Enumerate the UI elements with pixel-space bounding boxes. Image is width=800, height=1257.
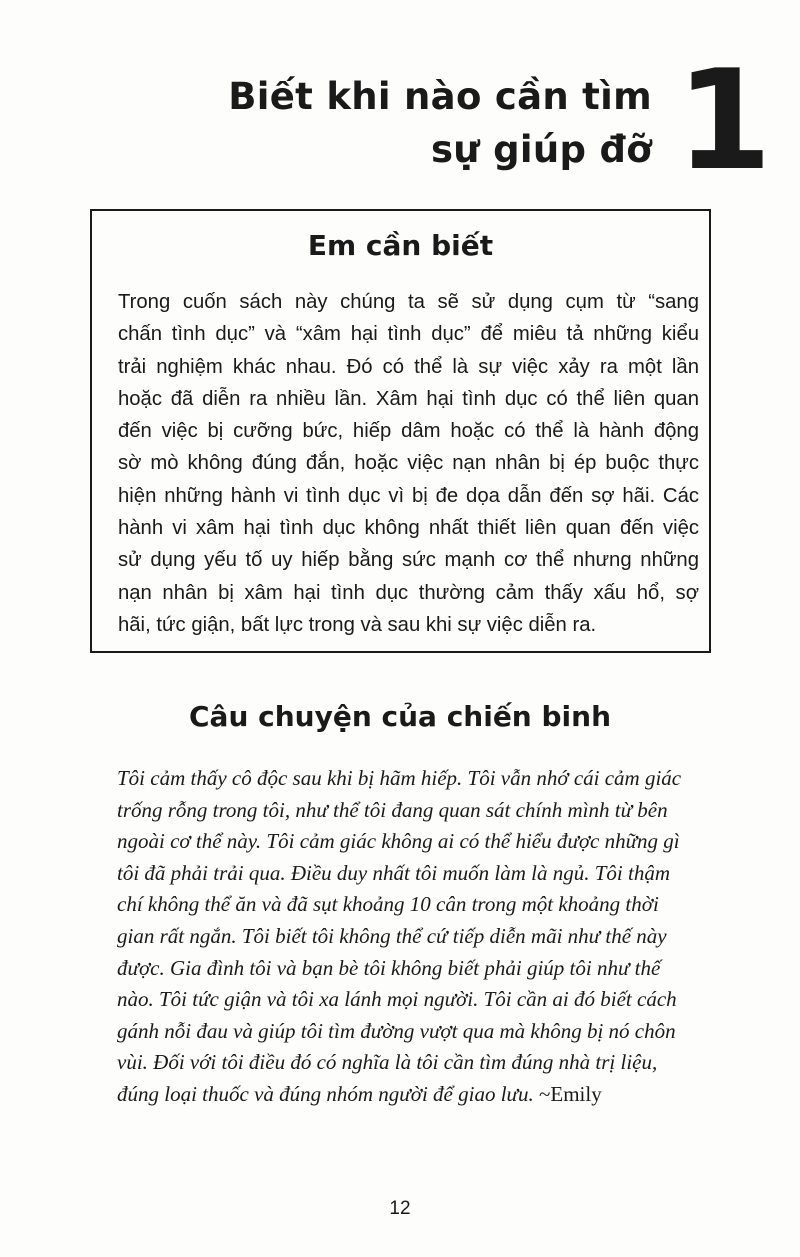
info-box-line: đến việc bị cưỡng bức, hiếp dâm hoặc có thể là hành động xyxy=(118,420,699,443)
story-text xyxy=(117,763,682,1111)
story-signature: ~Emily xyxy=(539,1081,602,1106)
story-line-text: đúng loại thuốc và đúng nhóm người để giao lưu. xyxy=(117,1081,534,1106)
story-line: Tôi cảm thấy cô độc sau khi bị hãm hiếp. Tôi vẫn nhớ cái cảm giác xyxy=(117,766,682,790)
info-box-line: hãi, tức giận, bất lực trong và sau khi sự việc diễn ra. xyxy=(118,613,597,636)
info-box-line: sử dụng yếu tố uy hiếp bằng sức mạnh cơ thể nhưng những xyxy=(118,549,699,572)
story-line: chí không thể ăn và đã sụt khoảng 10 cân trong một khoảng thời xyxy=(117,892,659,917)
section-title: Câu chuyện của chiến binh xyxy=(189,700,611,733)
story-line: vùi. Đối với tôi điều đó có nghĩa là tôi cần tìm đúng nhà trị liệu, xyxy=(117,1050,658,1075)
info-box-line: sờ mò không đúng đắn, hoặc việc nạn nhân bị ép buộc thực xyxy=(118,452,699,475)
info-box-line: hoặc đã diễn ra nhiều lần. Xâm hại tình dục có thể liên quan xyxy=(118,387,699,410)
story-line: được. Gia đình tôi và bạn bè tôi không biết phải giúp tôi như thế xyxy=(117,955,661,980)
info-box-body xyxy=(118,286,699,641)
story-line: trống rỗng trong tôi, như thể tôi đang quan sát chính mình từ bên xyxy=(117,797,668,822)
chapter-title xyxy=(92,70,652,176)
chapter-title-line: sự giúp đỡ xyxy=(430,128,652,171)
info-box-title: Em cần biết xyxy=(307,229,494,262)
info-box xyxy=(90,209,711,653)
info-box-line: hiện những hành vi tình dục vì bị đe dọa dẫn đến sợ hãi. Các xyxy=(118,484,699,507)
story-line: gian rất ngắn. Tôi biết tôi không thể cứ tiếp diễn mãi như thế này xyxy=(117,923,667,948)
info-box-line: nạn nhân bị xâm hại tình dục thường cảm thấy xấu hổ, sợ xyxy=(118,581,699,604)
story-line: tôi đã phải trải qua. Điều duy nhất tôi muốn làm là ngủ. Tôi thậm xyxy=(117,860,671,885)
chapter-title-line: Biết khi nào cần tìm xyxy=(228,75,652,118)
page-number: 12 xyxy=(389,1198,411,1219)
info-box-line: chấn tình dục” và “xâm hại tình dục” để miêu tả những kiểu xyxy=(118,323,699,346)
info-box-line: hành vi xâm hại tình dục không nhất thiết liên quan đến việc xyxy=(118,517,699,540)
story-line: gánh nỗi đau và giúp tôi tìm đường vượt qua mà không bị nó chôn xyxy=(117,1018,676,1043)
story-line: nào. Tôi tức giận và tôi xa lánh mọi người. Tôi cần ai đó biết cách xyxy=(117,987,677,1012)
info-box-line: trải nghiệm khác nhau. Đó có thể là sự việc xảy ra một lần xyxy=(118,355,699,378)
chapter-number: 1 xyxy=(676,40,773,201)
story-last-line xyxy=(117,1079,637,1111)
info-box-line: Trong cuốn sách này chúng ta sẽ sử dụng cụm từ “sang xyxy=(118,291,699,313)
story-line: ngoài cơ thể này. Tôi cảm giác không ai có thể hiểu được những gì xyxy=(117,829,680,854)
